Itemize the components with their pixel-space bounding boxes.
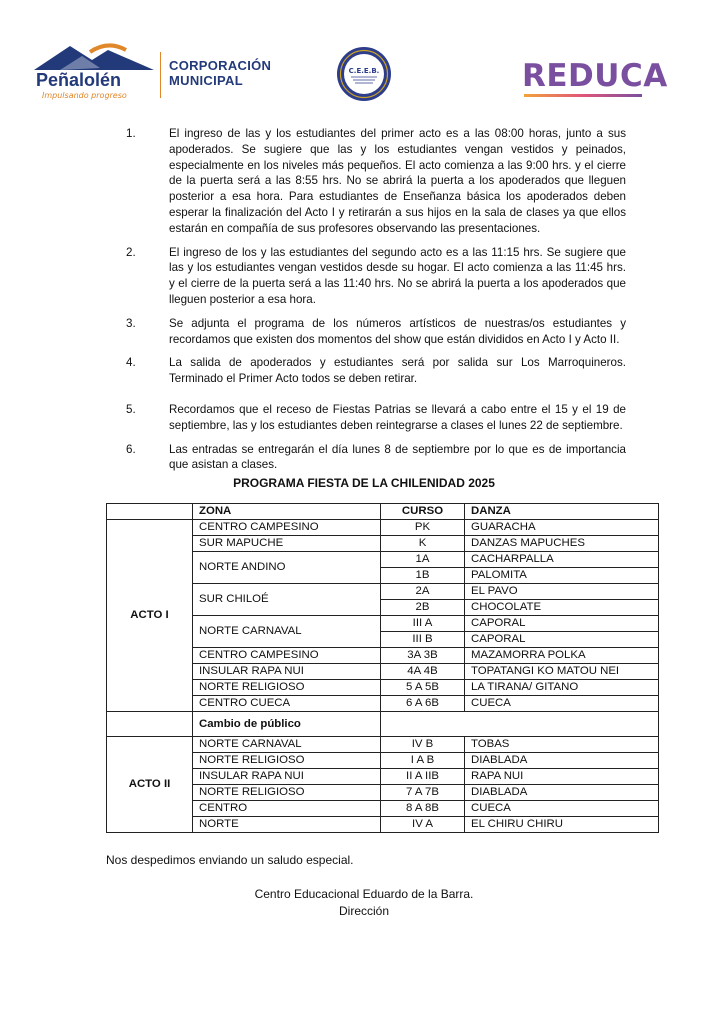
program-table — [106, 503, 659, 833]
reduca-underline — [524, 94, 642, 97]
table-row: ACTO II NORTE CARNAVAL IV B TOBAS — [107, 737, 659, 753]
table-row: CENTRO CAMPESINO 3A 3B MAZAMORRA POLKA — [107, 648, 659, 664]
program-title: PROGRAMA FIESTA DE LA CHILENIDAD 2025 — [233, 476, 495, 490]
header-zona: ZONA — [193, 504, 381, 520]
table-row: NORTE CARNAVAL III A CAPORAL — [107, 616, 659, 632]
mountain-logo-icon — [30, 40, 158, 74]
penalolen-logo — [30, 40, 272, 102]
table-row: SUR MAPUCHE K DANZAS MAPUCHES — [107, 536, 659, 552]
reduca-logo: REDUCA — [522, 58, 668, 94]
info-list — [126, 126, 626, 473]
table-row: NORTE ANDINO 1A CACHARPALLA — [107, 552, 659, 568]
table-row: NORTE IV A EL CHIRU CHIRU — [107, 817, 659, 833]
penalolen-tagline: Impulsando progreso — [42, 91, 127, 100]
table-row: INSULAR RAPA NUI 4A 4B TOPATANGI KO MATOU NEI — [107, 664, 659, 680]
table-row: CENTRO CUECA 6 A 6B CUECA — [107, 696, 659, 712]
table-header-row — [107, 504, 659, 520]
corporacion-municipal — [169, 58, 271, 88]
header-empty — [107, 504, 193, 520]
table-row: 2B CHOCOLATE — [107, 600, 659, 616]
list-item: 1. El ingreso de las y los estudiantes del primer acto es a las 08:00 horas, junto a sus apoderados. Se sugiere que las y los estudiantes vengan vestidos y peinados, especialmente en los niveles más pequeños. El acto comienza a las 9:00 hrs. y el cierre de la puerta será a las 8:55 hrs. No se abrirá la puerta a los apoderados que lleguen posterior a esa hora. Para estudiantes de Enseñanza básica los apoderados deben esperar la finalización del Acto I y retirarán a sus hijos en la sala de clases ya que ellos estarán en compañía de sus profesores observando las presentaciones. — [126, 127, 626, 235]
list-item: 6. Las entradas se entregarán el día lunes 8 de septiembre por lo que es de importancia que asistan a clases. — [126, 442, 626, 472]
table-row: INSULAR RAPA NUI II A IIB RAPA NUI — [107, 769, 659, 785]
corp-line2: MUNICIPAL — [169, 73, 243, 88]
table-row: CENTRO 8 A 8B CUECA — [107, 801, 659, 817]
logo-divider — [160, 52, 161, 98]
table-row: NORTE RELIGIOSO 5 A 5B LA TIRANA/ GITANO — [107, 680, 659, 696]
seal-text: C.E.E.B. — [348, 67, 380, 75]
table-row: 1B PALOMITA — [107, 568, 659, 584]
header-danza: DANZA — [465, 504, 659, 520]
signature-school: Centro Educacional Eduardo de la Barra. — [254, 887, 474, 901]
signature-direction: Dirección — [338, 904, 389, 918]
table-row: NORTE RELIGIOSO I A B DIABLADA — [107, 753, 659, 769]
table-row: ACTO I CENTRO CAMPESINO PK GUARACHA — [107, 520, 659, 536]
list-item: 4. La salida de apoderados y estudiantes será por salida sur Los Marroquineros. Terminado el Primer Acto todos se deben retirar. — [126, 356, 626, 386]
table-row: NORTE RELIGIOSO 7 A 7B DIABLADA — [107, 785, 659, 801]
closing-text: Nos despedimos enviando un saludo especial. — [106, 853, 354, 867]
penalolen-name: Peñalolén — [36, 70, 122, 90]
list-item: 3. Se adjunta el programa de los números artísticos de nuestras/os estudiantes y recordamos que existen dos momentos del show que están divididos en Acto I y Acto II. — [126, 316, 626, 346]
table-row: SUR CHILOÉ 2A EL PAVO — [107, 584, 659, 600]
list-item: 5. Recordamos que el receso de Fiestas Patrias se llevará a cabo entre el 15 y el 19 de septiembre, las y los estudiantes deben reintegrarse a clases el lunes 22 de septiembre. — [126, 402, 626, 432]
header-curso: CURSO — [381, 504, 465, 520]
cambio-row — [107, 712, 659, 737]
acto-1-label: ACTO I — [107, 520, 193, 712]
list-item: 2. El ingreso de los y las estudiantes del segundo acto es a las 11:15 hrs. Se sugiere que las y los estudiantes vengan vestidos desde su hogar. El acto comienza a las 11:45 hrs. y el cierre de la puerta será a las 11:40 hrs. No se abrirá la puerta a los apoderados que lleguen posterior a esa hora. — [126, 245, 626, 306]
corp-line1: CORPORACIÓN — [169, 58, 272, 73]
school-seal-icon — [335, 45, 393, 103]
table-row: III B CAPORAL — [107, 632, 659, 648]
acto-2-label: ACTO II — [107, 737, 193, 833]
cambio-label: Cambio de público — [193, 712, 381, 737]
